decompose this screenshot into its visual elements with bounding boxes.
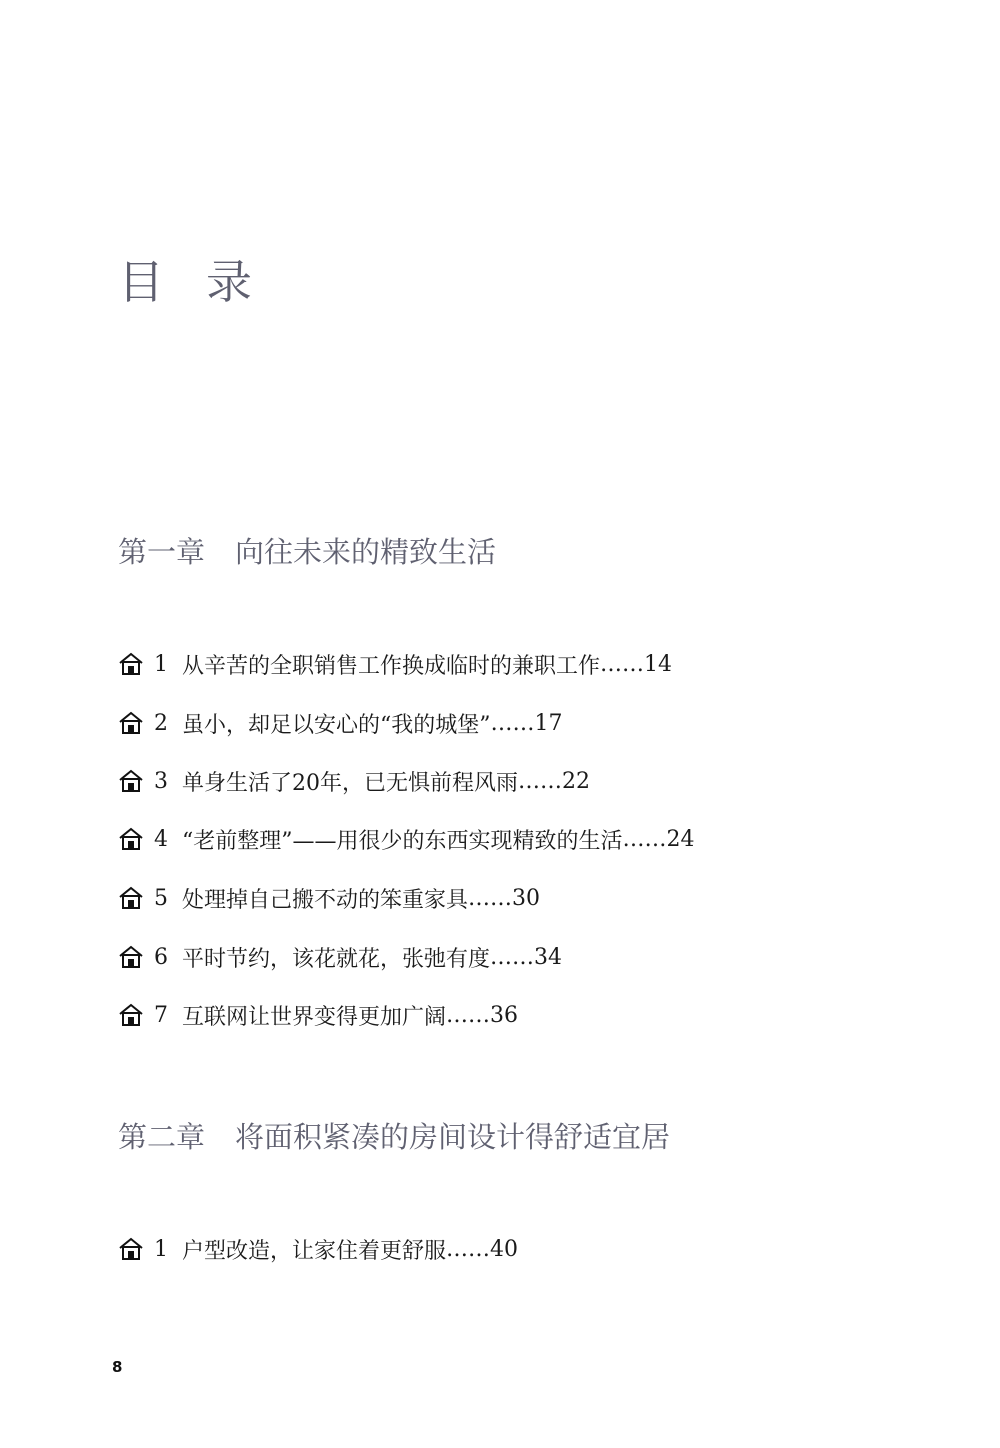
entry-page: ……30 bbox=[468, 885, 541, 911]
house-icon bbox=[118, 1237, 144, 1261]
toc-entry[interactable] bbox=[118, 883, 540, 913]
toc-entry[interactable] bbox=[118, 824, 695, 854]
house-icon bbox=[118, 769, 144, 793]
entry-page: ……17 bbox=[490, 710, 563, 736]
entry-page: ……34 bbox=[490, 944, 563, 970]
entry-title: 户型改造，让家住着更舒服 bbox=[182, 1238, 447, 1264]
entry-title: “老前整理”——用很少的东西实现精致的生活 bbox=[182, 828, 623, 854]
entry-page: ……24 bbox=[622, 826, 695, 852]
house-icon bbox=[118, 827, 144, 851]
entry-title: 虽小，却足以安心的“我的城堡” bbox=[182, 712, 491, 738]
entry-number: 5 bbox=[154, 885, 168, 911]
chapter-label: 第二章 bbox=[118, 1120, 206, 1154]
chapter-title: 将面积紧凑的房间设计得舒适宜居 bbox=[235, 1120, 671, 1154]
entry-number: 4 bbox=[154, 826, 168, 852]
entry-page: ……36 bbox=[446, 1002, 519, 1028]
house-icon bbox=[118, 652, 144, 676]
entry-number: 3 bbox=[154, 768, 168, 794]
title-char-1: 目 bbox=[118, 255, 164, 309]
chapter-heading-1 bbox=[118, 530, 496, 571]
house-icon bbox=[118, 945, 144, 969]
entry-title: 单身生活了20年，已无惧前程风雨 bbox=[182, 770, 518, 796]
entry-page: ……40 bbox=[446, 1236, 519, 1262]
entry-page: ……14 bbox=[600, 651, 673, 677]
house-icon bbox=[118, 711, 144, 735]
toc-entry[interactable] bbox=[118, 1000, 518, 1030]
toc-entry[interactable] bbox=[118, 708, 563, 738]
house-icon bbox=[118, 886, 144, 910]
house-icon bbox=[118, 1003, 144, 1027]
toc-entry[interactable] bbox=[118, 1234, 518, 1264]
entry-page: ……22 bbox=[518, 768, 590, 794]
page-title bbox=[118, 246, 252, 312]
chapter-title: 向往未来的精致生活 bbox=[235, 535, 497, 569]
entry-title: 平时节约，该花就花，张弛有度 bbox=[182, 946, 491, 972]
toc-entry[interactable] bbox=[118, 766, 590, 796]
entry-number: 1 bbox=[154, 1236, 168, 1262]
entry-title: 处理掉自己搬不动的笨重家具 bbox=[182, 887, 469, 913]
entry-number: 7 bbox=[154, 1002, 168, 1028]
entry-title: 互联网让世界变得更加广阔 bbox=[182, 1004, 447, 1030]
toc-entry[interactable] bbox=[118, 649, 672, 679]
entry-number: 1 bbox=[154, 651, 168, 677]
chapter-heading-2 bbox=[118, 1115, 670, 1156]
entry-title: 从辛苦的全职销售工作换成临时的兼职工作 bbox=[182, 653, 601, 679]
title-char-2: 录 bbox=[206, 255, 252, 309]
toc-entry[interactable] bbox=[118, 942, 562, 972]
page-number: 8 bbox=[112, 1358, 123, 1376]
entry-number: 6 bbox=[154, 944, 168, 970]
chapter-label: 第一章 bbox=[118, 535, 206, 569]
entry-number: 2 bbox=[154, 710, 168, 736]
